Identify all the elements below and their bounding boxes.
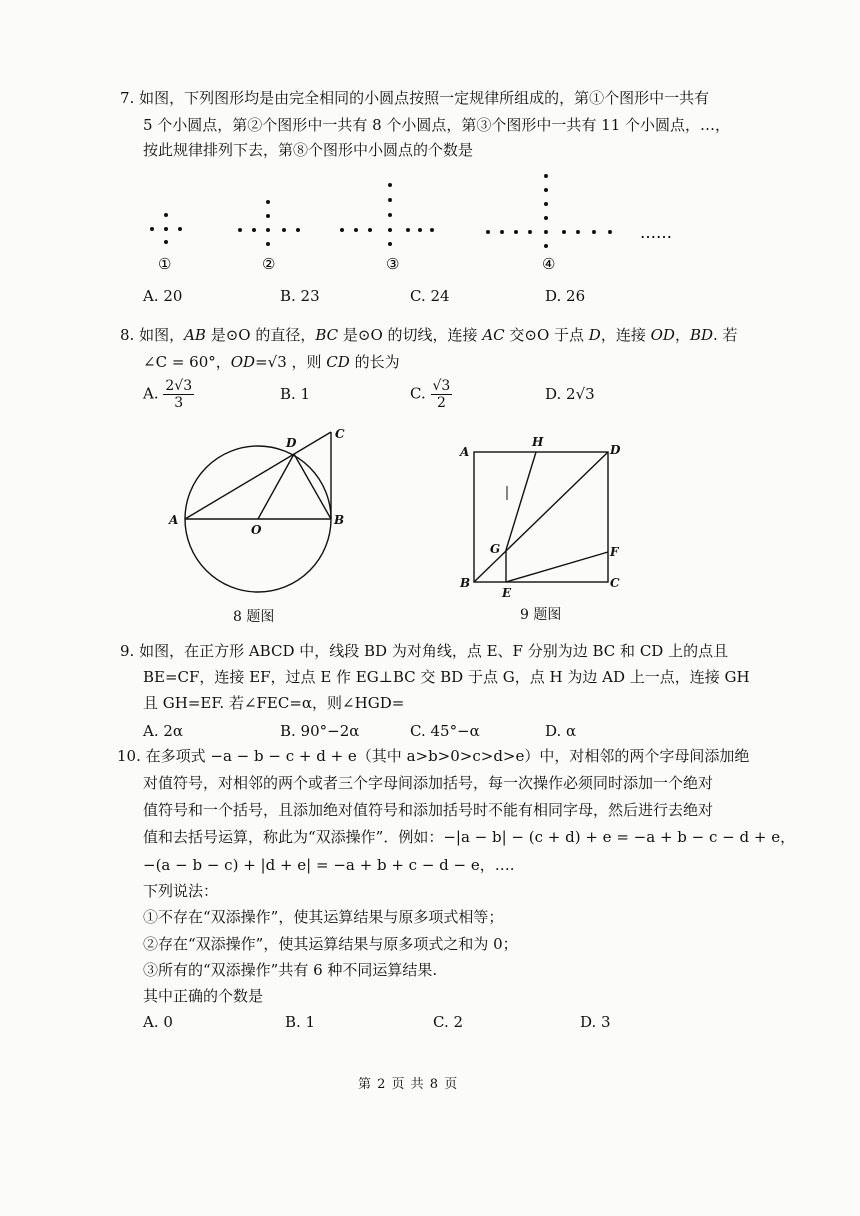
- q7-figure-4: [486, 174, 612, 248]
- q7-option-d: D. 26: [545, 287, 586, 305]
- q9-label-c: C: [610, 576, 620, 590]
- q7-line-2: 5 个小圆点，第②个图形中一共有 8 个小圆点，第③个图形中一共有 11 个小圆点，…，: [143, 116, 731, 134]
- q9-option-d: D. α: [545, 722, 577, 740]
- q8-option-b: B. 1: [280, 385, 311, 403]
- q7-option-b: B. 23: [280, 287, 320, 305]
- q8-option-c-numerator: √3: [432, 378, 451, 394]
- q9-line-3: 且 GH=EF. 若∠FEC=α，则∠HGD=: [143, 694, 405, 712]
- q7-ellipsis: ……: [640, 223, 672, 242]
- q10-line-1: 10. 在多项式 −a − b − c + d + e（其中 a>b>0>c>d>e）中，对相邻的两个字母间添加绝: [117, 747, 750, 765]
- q8-var: BC: [315, 326, 339, 344]
- q8-option-c-label: C.: [410, 384, 426, 403]
- q8-label-c: C: [335, 427, 345, 441]
- q9-diagonal-bd: [474, 452, 608, 582]
- q10-line-9: ③所有的“双添操作”共有 6 种不同运算结果.: [143, 961, 438, 979]
- q10-line-4: 值和去括号运算，称此为“双添操作”．例如：−|a − b| − (c + d) + e = −a + b − c − d + e，: [143, 828, 796, 846]
- q9-label-f: F: [610, 545, 619, 559]
- q7-option-c: C. 24: [410, 287, 450, 305]
- q8-option-a-fraction: [163, 378, 194, 411]
- q8-segment-od: [258, 454, 294, 519]
- q9-line-2: BE=CF，连接 EF，过点 E 作 EG⊥BC 交 BD 于点 G，点 H 为边 AD 上一点，连接 GH: [143, 668, 750, 686]
- q9-label-b: B: [460, 576, 471, 590]
- q8-line-1: [120, 325, 738, 345]
- q10-line-8: ②存在“双添操作”，使其运算结果与原多项式之和为 0；: [143, 935, 518, 953]
- q7-figure-1: [150, 213, 182, 244]
- q10-line-10: 其中正确的个数是: [143, 987, 264, 1005]
- q8-var: CD: [326, 353, 350, 371]
- q10-option-a: A. 0: [143, 1013, 173, 1031]
- q10-line-2: 对值符号，对相邻的两个或者三个字母间添加括号，每一次操作必须同时添加一个绝对: [143, 774, 714, 792]
- q9-label-d: D: [610, 443, 621, 457]
- q10-line-6: 下列说法：: [143, 882, 219, 900]
- q8-option-a: [143, 378, 194, 411]
- q10-option-d: D. 3: [580, 1013, 611, 1031]
- q7-figure-2: [238, 200, 300, 246]
- q8-label-o: O: [251, 523, 262, 537]
- q8-option-c-denominator: 2: [436, 395, 446, 411]
- q8-caption: 8 题图: [233, 609, 275, 625]
- q8-line-2: [143, 352, 400, 372]
- q8-text: ，: [674, 326, 690, 344]
- q10-line-5: −(a − b − c) + |d + e| = −a + b + c − d − e，….: [143, 856, 515, 874]
- q9-figure: [450, 430, 640, 600]
- q8-text: 交⊙O 于点: [504, 326, 589, 344]
- q10-line-7: ①不存在“双添操作”，使其运算结果与原多项式相等；: [143, 908, 504, 926]
- q8-option-c: [410, 378, 452, 411]
- q8-figure: [160, 420, 380, 600]
- q8-option-a-label: A.: [143, 384, 159, 403]
- q8-text: 8. 如图，: [120, 326, 185, 344]
- q8-option-d: D. 2√3: [545, 385, 595, 403]
- q7-label-4: ④: [542, 255, 556, 273]
- q10-option-b: B. 1: [285, 1013, 316, 1031]
- q7-figure-3: [340, 183, 434, 246]
- q7-line-1: 7. 如图，下列图形均是由完全相同的小圆点按照一定规律所组成的，第①个图形中一共有: [120, 89, 710, 107]
- q9-line-1: 9. 如图，在正方形 ABCD 中，线段 BD 为对角线，点 E、F 分别为边 BC 和 CD 上的点且: [120, 642, 729, 660]
- q8-label-d: D: [286, 436, 297, 450]
- q9-option-b: B. 90°−2α: [280, 722, 360, 740]
- q10-line-3: 值符号和一个括号，且添加绝对值符号和添加括号时不能有相同字母，然后进行去绝对: [143, 801, 714, 819]
- q8-var: D: [588, 326, 601, 344]
- q9-label-h: H: [532, 435, 544, 449]
- q8-text: ∠C = 60°，: [143, 353, 231, 371]
- q7-label-2: ②: [262, 255, 276, 273]
- q9-caption: 9 题图: [520, 607, 562, 623]
- q8-label-a: A: [169, 513, 179, 527]
- q9-segment-ef: [506, 552, 608, 582]
- q8-text: 是⊙O 的直径，: [205, 326, 316, 344]
- q8-text: 是⊙O 的切线，连接: [338, 326, 483, 344]
- q8-option-a-numerator: 2√3: [165, 378, 193, 394]
- q8-text: . 若: [713, 326, 738, 344]
- q8-var: BD: [689, 326, 714, 344]
- q8-var: AB: [184, 326, 206, 344]
- q9-label-a: A: [460, 445, 470, 459]
- q7-line-3: 按此规律排列下去，第⑧个图形中小圆点的个数是: [143, 141, 474, 159]
- q9-segment-gh: [506, 452, 536, 550]
- q8-text: 的长为: [349, 353, 400, 371]
- q8-var: OD: [230, 353, 256, 371]
- q8-text: ，连接: [600, 326, 651, 344]
- q8-text: =√3 ，则: [255, 353, 327, 371]
- q8-option-c-fraction: [431, 378, 453, 411]
- q8-var: OD: [650, 326, 675, 344]
- q7-option-a: A. 20: [143, 287, 183, 305]
- q7-label-3: ③: [386, 255, 400, 273]
- q7-label-1: ①: [158, 255, 172, 273]
- q8-line-ac: [185, 432, 331, 519]
- q9-option-a: A. 2α: [143, 722, 184, 740]
- q10-option-c: C. 2: [433, 1013, 464, 1031]
- q9-option-c: C. 45°−α: [410, 722, 480, 740]
- q8-var: AC: [482, 326, 505, 344]
- q7-dot-figures: [0, 170, 860, 280]
- q9-label-e: E: [502, 586, 512, 600]
- q8-option-a-denominator: 3: [174, 395, 184, 411]
- q8-label-b: B: [334, 513, 345, 527]
- page-number-footer: 第 2 页 共 8 页: [358, 1077, 459, 1092]
- q8-segment-bd: [294, 454, 331, 519]
- q9-label-g: G: [490, 542, 501, 556]
